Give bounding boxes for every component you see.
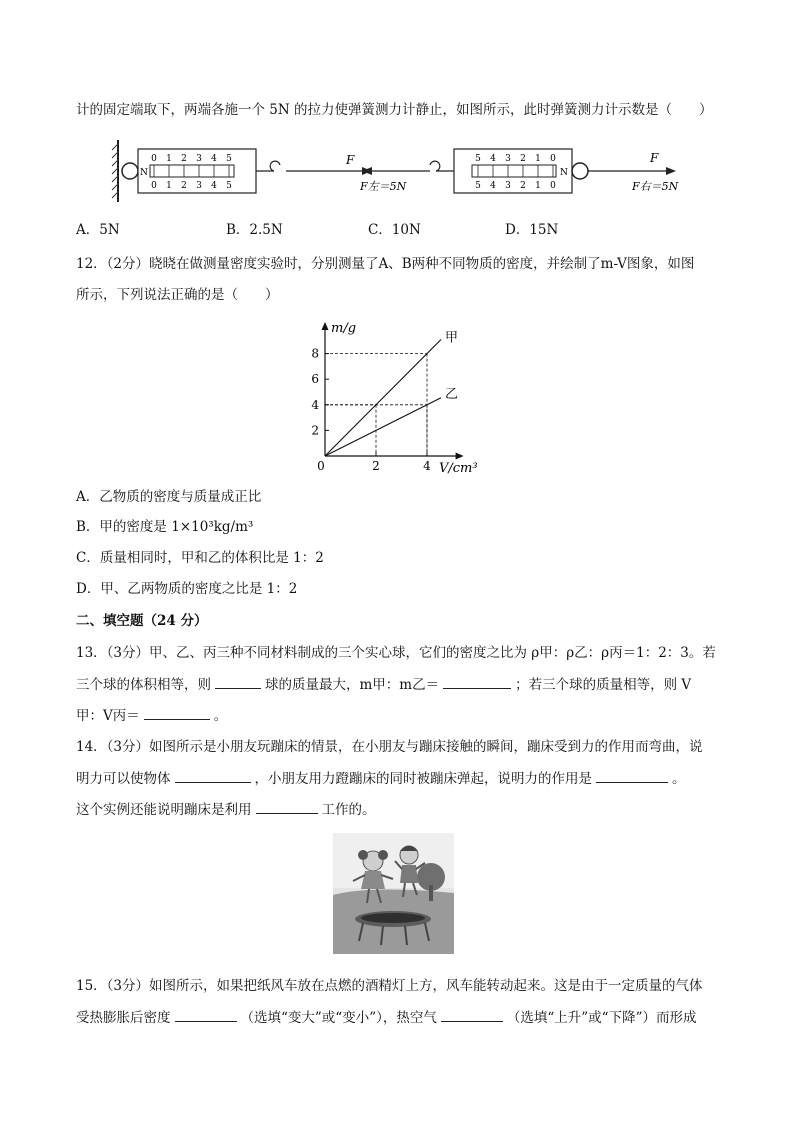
right-scale-top-digit: 0 (550, 154, 556, 164)
spring-scale-figure (110, 140, 700, 202)
q13-blank-3[interactable] (144, 706, 210, 720)
q13-text: 。 (213, 708, 228, 724)
q12-stem-line1: 12．（2分）晓晓在做测量密度实验时，分别测量了A、B两种不同物质的密度，并绘制了m-V图象，如图 (76, 256, 695, 272)
q14-line1: 14．（3分）如图所示是小朋友玩蹦床的情景，在小朋友与蹦床接触的瞬间，蹦床受到力的作用而弯曲，说 (76, 739, 703, 755)
q12-option-b: B．甲的密度是 1×10³kg/m³ (76, 519, 254, 535)
y-axis-label: m/g (331, 321, 357, 336)
q13-text: 甲：V丙＝ (76, 708, 140, 724)
q14-blank-2[interactable] (596, 769, 668, 783)
right-scale-n: N (560, 168, 568, 178)
origin-label: 0 (317, 459, 325, 473)
section-title: 二、填空题（24 分） (76, 613, 208, 629)
q14-line2 (76, 769, 686, 788)
q13-line2 (76, 675, 691, 694)
left-scale-bottom-digit: 0 (151, 181, 157, 191)
x-axis-arrow (456, 453, 464, 460)
right-scale-bottom-digit: 0 (550, 181, 556, 191)
right-scale-bottom-digit: 5 (475, 181, 481, 191)
q14-line3 (76, 800, 376, 819)
right-scale-bottom-digit: 2 (520, 181, 526, 191)
q12-stem-line2: 所示，下列说法正确的是（ ） (76, 287, 279, 303)
left-scale-top-digit: 4 (211, 154, 217, 164)
q13-blank-1[interactable] (215, 675, 261, 689)
x-tick-label: 4 (423, 459, 431, 473)
trampoline-image (333, 833, 454, 954)
q11-option-c: C．10N (368, 222, 421, 238)
q11-option-d: D．15N (505, 222, 559, 238)
left-scale-bottom-digit: 1 (166, 181, 172, 191)
q13-text: 三个球的体积相等，则 (76, 677, 211, 693)
q14-text: 。 (672, 771, 686, 787)
left-scale-bottom-digit: 2 (181, 181, 187, 191)
q11-option-a: A．5N (76, 222, 120, 238)
left-scale-top-digit: 5 (226, 154, 232, 164)
q15-blank-2[interactable] (441, 1008, 503, 1022)
right-scale-top-digit: 4 (490, 154, 496, 164)
q12-option-d: D．甲、乙两物质的密度之比是 1：2 (76, 581, 298, 597)
series-label-1: 甲 (445, 330, 459, 346)
q11-option-b: B．2.5N (226, 222, 283, 238)
q13-blank-2[interactable] (443, 675, 511, 689)
y-tick-label: 4 (311, 397, 319, 412)
left-scale-top-digit: 2 (181, 154, 187, 164)
left-scale-n: N (140, 168, 148, 178)
q12-option-a: A．乙物质的密度与质量成正比 (76, 489, 262, 505)
right-scale-bottom-digit: 1 (535, 181, 541, 191)
q15-line2 (76, 1008, 696, 1027)
mv-chart (305, 316, 495, 478)
right-scale-top-digit: 3 (505, 154, 511, 164)
q14-text: ，小朋友用力蹬蹦床的同时被蹦床弹起，说明力的作用是 (254, 771, 592, 787)
y-axis-arrow (322, 322, 329, 330)
q14-text: 这个实例还能说明蹦床是利用 (76, 802, 252, 818)
q14-blank-1[interactable] (175, 769, 251, 783)
q13-text: ；若三个球的质量相等，则 V (515, 677, 692, 693)
right-scale-bottom-digit: 4 (490, 181, 496, 191)
force-label-f-1: F (346, 153, 355, 167)
force-label-f-left: F左＝5N (360, 180, 407, 193)
series-label-2: 乙 (445, 386, 459, 402)
y-tick-label: 2 (311, 423, 319, 438)
right-scale-top-digit: 5 (475, 154, 481, 164)
q13-line3 (76, 706, 227, 725)
left-scale-bottom-digit: 3 (196, 181, 202, 191)
series-line-2 (325, 398, 441, 456)
right-scale-bottom-digit: 3 (505, 181, 511, 191)
force-label-f-2: F (650, 151, 659, 165)
q15-text: （选填“变大”或“变小”），热空气 (240, 1010, 437, 1026)
q14-text: 明力可以使物体 (76, 771, 171, 787)
q11-stem-tail: 计的固定端取下，两端各施一个 5N 的拉力使弹簧测力计静止，如图所示，此时弹簧测力计示数是（ ） (76, 102, 713, 118)
left-scale-top-digit: 1 (166, 154, 172, 164)
series-line-1 (325, 340, 441, 456)
q15-blank-1[interactable] (175, 1008, 237, 1022)
left-scale-top-digit: 3 (196, 154, 202, 164)
left-scale-bottom-digit: 4 (211, 181, 217, 191)
x-tick-label: 2 (372, 459, 380, 473)
q15-text: 受热膨胀后密度 (76, 1010, 171, 1026)
right-scale-top-digit: 2 (520, 154, 526, 164)
q14-blank-3[interactable] (256, 800, 318, 814)
left-scale-bottom-digit: 5 (226, 181, 232, 191)
y-tick-label: 8 (311, 346, 319, 361)
x-axis-label: V/cm³ (439, 461, 478, 476)
q13-text: 球的质量最大，m甲：m乙＝ (265, 677, 440, 693)
q15-line1: 15．（3分）如图所示，如果把纸风车放在点燃的酒精灯上方，风车能转动起来。这是由于一定质量的气体 (76, 978, 703, 994)
right-scale-top-digit: 1 (535, 154, 541, 164)
y-tick-label: 6 (311, 372, 319, 387)
q15-text: （选填“上升”或“下降”）而形成 (506, 1010, 697, 1026)
force-label-f-right: F右＝5N (632, 180, 679, 193)
q14-text: 工作的。 (321, 802, 376, 818)
q12-option-c: C．质量相同时，甲和乙的体积比是 1：2 (76, 550, 324, 566)
left-scale-top-digit: 0 (151, 154, 157, 164)
q13-line1: 13．（3分）甲、乙、丙三种不同材料制成的三个实心球，它们的密度之比为 ρ甲：ρ乙：ρ丙＝1：2：3。若 (76, 645, 716, 661)
